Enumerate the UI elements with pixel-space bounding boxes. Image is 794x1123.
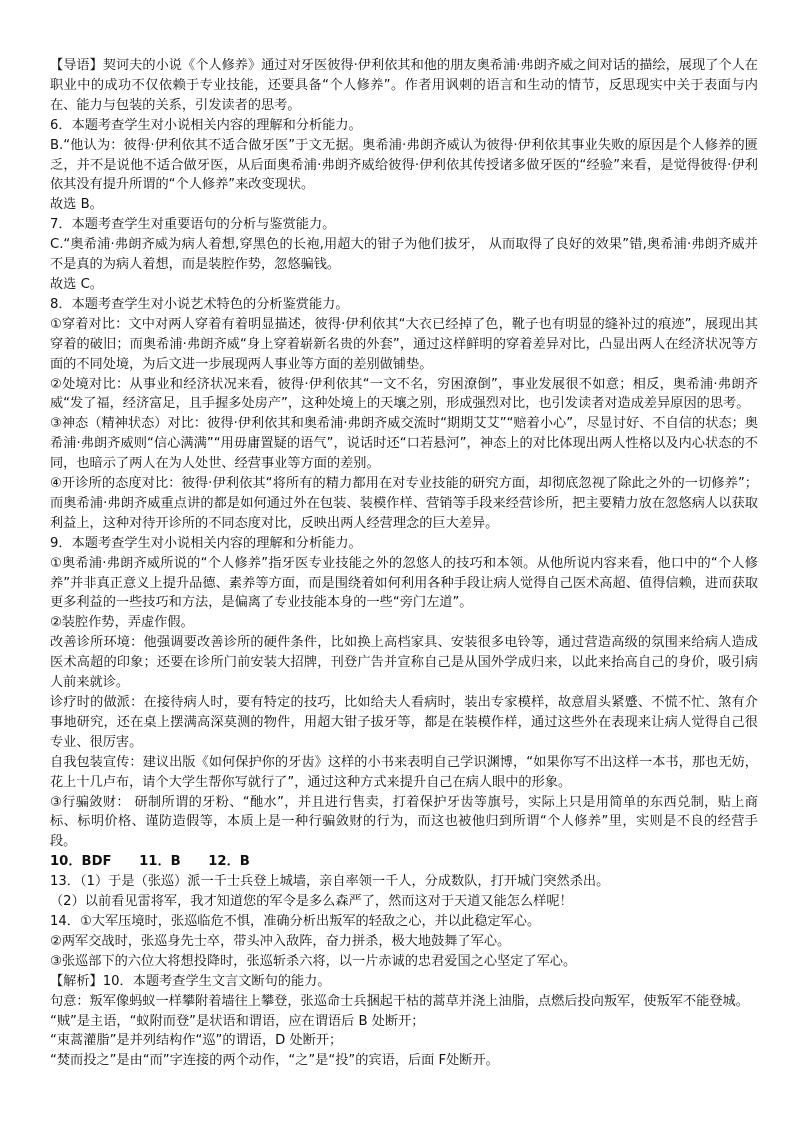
question-7-analysis: C.“奥希浦·弗朗齐威为病人着想,穿黑色的长袍,用超大的钳子为他们拔牙， 从而取得了良好的效果”错,奥希浦·弗朗齐威并不是真的为病人着想，而是装腔作势，忽悠骗钱。 [50,237,758,273]
question-8-point-1: ①穿着对比：文中对两人穿着有着明显描述，彼得·伊利依其“大衣已经掉了色，靴子也有明显的缝补过的痕迹”，展现出其穿着的破旧；而奥希浦·弗朗齐威“身上穿着崭新名贵的外套”，通过这样鲜明的穿着差异对比，凸显出两人在经济状况等方面的不同处境，为后文进一步展现两人事业等方面的差别做铺垫。 [50,316,758,372]
analysis-10-break-f: “焚而投之”是由“而”字连接的两个动作，“之”是“投”的宾语，后面 F处断开。 [50,1053,499,1069]
question-14-point-2: ②两军交战时，张巡身先士卒，带头冲入敌阵，奋力拼杀，极大地鼓舞了军心。 [50,933,511,949]
question-6-answer: 故选 B。 [50,197,103,213]
question-14-point-3: ③张巡部下的六位大将想投降时，张巡斩杀六将，以一片赤诚的忠君爱国之心坚定了军心。 [50,953,577,969]
question-9-heading: 9．本题考查学生对小说相关内容的理解和分析能力。 [50,535,362,551]
intro-paragraph: 【导语】契诃夫的小说《个人修养》通过对牙医彼得·伊利依其和他的朋友奥希浦·弗朗齐威之间对话的描绘，展现了个人在职业中的成功不仅依赖于专业技能，还要具备“个人修养”。作者用讽刺的语言和生动的情节，反思现实中关于表面与内在、能力与包装的关系，引发读者的思考。 [50,58,758,113]
question-7-answer: 故选 C。 [50,276,103,292]
question-8-point-2: ②处境对比：从事业和经济状况来看，彼得·伊利依其“一文不名，穷困潦倒”，事业发展很不如意；相反，奥希浦·弗朗齐威“发了福，经济富足，且手握多处房产”，这种处境上的天壤之别，形成强烈对比，也引发读者对造成差异原因的思考。 [50,376,758,412]
question-9-self-promotion: 自我包装宣传：建议出版《如何保护你的牙齿》这样的小书来表明自己学识渊博，“如果你写不出这样一本书，那也无妨，花上十几卢布，请个大学生帮你写就行了”，通过这种方式来提升自己在病人眼中的形象。 [50,754,758,790]
question-6-heading: 6．本题考查学生对小说相关内容的理解和分析能力。 [50,117,362,133]
question-9-treatment-style: 诊疗时的做派：在接待病人时，要有特定的技巧，比如给夫人看病时，装出专家模样，故意眉头紧蹙、不慌不忙、煞有介事地研究，还在桌上摆满高深莫测的物件，用超大钳子拔牙等，都是在装模作样，通过这些外在表现来让病人觉得自己很专业、很厉害。 [50,695,758,750]
question-9-clinic-environment: 改善诊所环境：他强调要改善诊所的硬件条件，比如换上高档家具、安装很多电铃等，通过营造高级的氛围来给病人造成医术高超的印象；还要在诊所门前安装大招牌，刊登广告并宣称自己是从国外学成归来，以此来抬高自己的身价，吸引病人前来就诊。 [50,635,758,691]
analysis-10-meaning: 句意：叛军像蚂蚁一样攀附着墙往上攀登，张巡命士兵捆起干枯的蒿草并浇上油脂，点燃后投向叛军，使叛军不能登城。 [50,993,749,1009]
document-page [50,56,758,1071]
question-13-part-2: （2）以前看见雷将军，我才知道您的军令是多么森严了，然而这对于天道又能怎么样呢！ [50,894,573,910]
question-8-point-3: ③神态（精神状态）对比：彼得·伊利依其和奥希浦·弗朗齐威交流时“期期艾艾”“赔着小心”，尽显讨好、不自信的状态；奥希浦·弗朗齐威则“信心满满”“用毋庸置疑的语气”，说话时还“口若悬河”，神态上的对比体现出两人性格以及内心状态的不同，也暗示了两人在为人处世、经营事业等方面的差别。 [50,416,758,472]
question-13-part-1: 13．（1）于是（张巡）派一千士兵登上城墙，亲自率领一千人，分成数队，打开城门突然杀出。 [50,874,610,890]
question-8-point-4: ④开诊所的态度对比：彼得·伊利依其“将所有的精力都用在对专业技能的研究方面，却彻底忽视了除此之外的一切修养”；而奥希浦·弗朗齐威重点讲的都是如何通过外在包装、装模作样、营销等手段来经营诊所，把主要精力放在忽悠病人以获取利益上，这种对待开诊所的不同态度对比，反映出两人经营理念的巨大差异。 [50,476,758,531]
answers-10-12: 10．BDF 11．B 12．B [50,854,250,870]
analysis-10-heading: 【解析】10．本题考查学生文言文断句的能力。 [50,973,331,989]
analysis-10-break-b: “贼”是主语，“蚁附而登”是状语和谓语，应在谓语后 B 处断开； [50,1013,425,1029]
question-6-analysis: B.“他认为：彼得·伊利依其不适合做牙医”于文无据。奥希浦·弗朗齐威认为彼得·伊利依其事业失败的原因是个人修养的匮乏，并不是说他不适合做牙医，从后面奥希浦·弗朗齐威给彼得·伊利依其传授诸多做牙医的“经验”来看，是觉得彼得·伊利依其没有提升所谓的“个人修养”来改变现状。 [50,137,758,193]
question-9-point-3: ③行骗敛财： 研制所谓的牙粉、“酏水”，并且进行售卖，打着保护牙齿等旗号，实际上只是用简单的东西兑制，贴上商标、标明价格、谨防造假等，本质上是一种行骗敛财的行为，而这也被他归到所谓“个人修养”里，实则是不良的经营手段。 [50,794,758,850]
question-7-heading: 7．本题考查学生对重要语句的分析与鉴赏能力。 [50,217,336,233]
question-9-point-1: ①奥希浦·弗朗齐威所说的“个人修养”指牙医专业技能之外的忽悠人的技巧和本领。从他所说内容来看，他口中的“个人修养”并非真正意义上提升品德、素养等方面，而是围绕着如何利用各种手段让病人觉得自己医术高超、值得信赖，进而获取更多利益的一些技巧和方法，是偏离了专业技能本身的一些“旁门左道”。 [50,555,758,611]
question-14-point-1: 14．①大军压境时，张巡临危不惧，准确分析出叛军的轻敌之心，并以此稳定军心。 [50,913,541,929]
analysis-10-break-d: “束蒿灌脂”是并列结构作“巡”的谓语，D 处断开； [50,1033,343,1049]
question-9-point-2: ②装腔作势，弄虚作假。 [50,615,194,631]
question-8-heading: 8．本题考查学生对小说艺术特色的分析鉴赏能力。 [50,296,349,312]
